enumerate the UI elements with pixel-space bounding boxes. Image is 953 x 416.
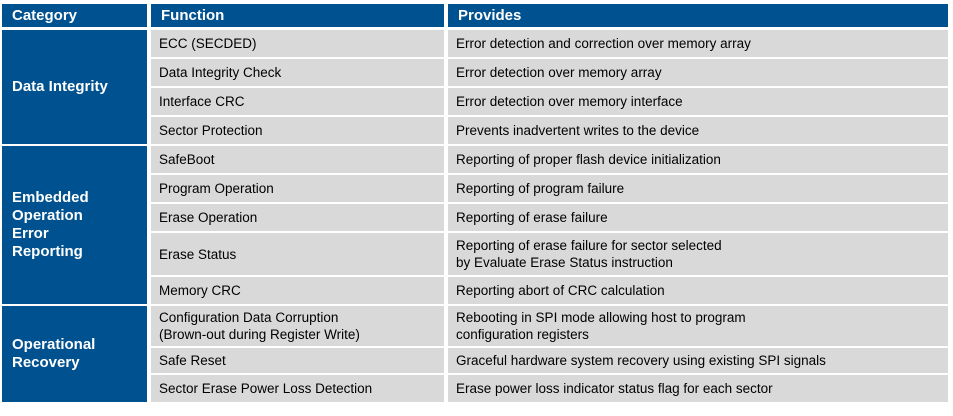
function-cell: Erase Operation bbox=[151, 204, 444, 233]
function-cell: Program Operation bbox=[151, 175, 444, 204]
provides-cell: Error detection over memory array bbox=[448, 59, 948, 88]
header-category: Category bbox=[2, 4, 147, 30]
provides-cell: Reporting of program failure bbox=[448, 175, 948, 204]
provides-cell: Prevents inadvertent writes to the device bbox=[448, 117, 948, 146]
feature-table bbox=[2, 4, 948, 412]
header-function: Function bbox=[151, 4, 444, 30]
function-cell: SafeBoot bbox=[151, 146, 444, 175]
function-cell: Configuration Data Corruption (Brown-out during Register Write) bbox=[151, 306, 444, 348]
provides-cell: Erase power loss indicator status flag for each sector bbox=[448, 375, 948, 402]
function-cell: Interface CRC bbox=[151, 88, 444, 117]
provides-cell: Reporting of proper flash device initialization bbox=[448, 146, 948, 175]
category-data-integrity: Data Integrity bbox=[2, 30, 147, 146]
function-cell: ECC (SECDED) bbox=[151, 30, 444, 59]
category-embedded-operation-error-reporting: Embedded Operation Error Reporting bbox=[2, 146, 147, 306]
function-cell: Sector Erase Power Loss Detection bbox=[151, 375, 444, 402]
provides-cell: Reporting abort of CRC calculation bbox=[448, 277, 948, 306]
provides-cell: Reporting of erase failure for sector selected by Evaluate Erase Status instruction bbox=[448, 233, 948, 277]
function-cell: Erase Status bbox=[151, 233, 444, 277]
provides-cell: Graceful hardware system recovery using existing SPI signals bbox=[448, 348, 948, 375]
provides-cell: Error detection and correction over memory array bbox=[448, 30, 948, 59]
function-cell: Memory CRC bbox=[151, 277, 444, 306]
category-operational-recovery: Operational Recovery bbox=[2, 306, 147, 402]
function-cell: Safe Reset bbox=[151, 348, 444, 375]
function-cell: Data Integrity Check bbox=[151, 59, 444, 88]
provides-cell: Reporting of erase failure bbox=[448, 204, 948, 233]
provides-cell: Error detection over memory interface bbox=[448, 88, 948, 117]
provides-cell: Rebooting in SPI mode allowing host to program configuration registers bbox=[448, 306, 948, 348]
header-provides: Provides bbox=[448, 4, 948, 30]
function-cell: Sector Protection bbox=[151, 117, 444, 146]
